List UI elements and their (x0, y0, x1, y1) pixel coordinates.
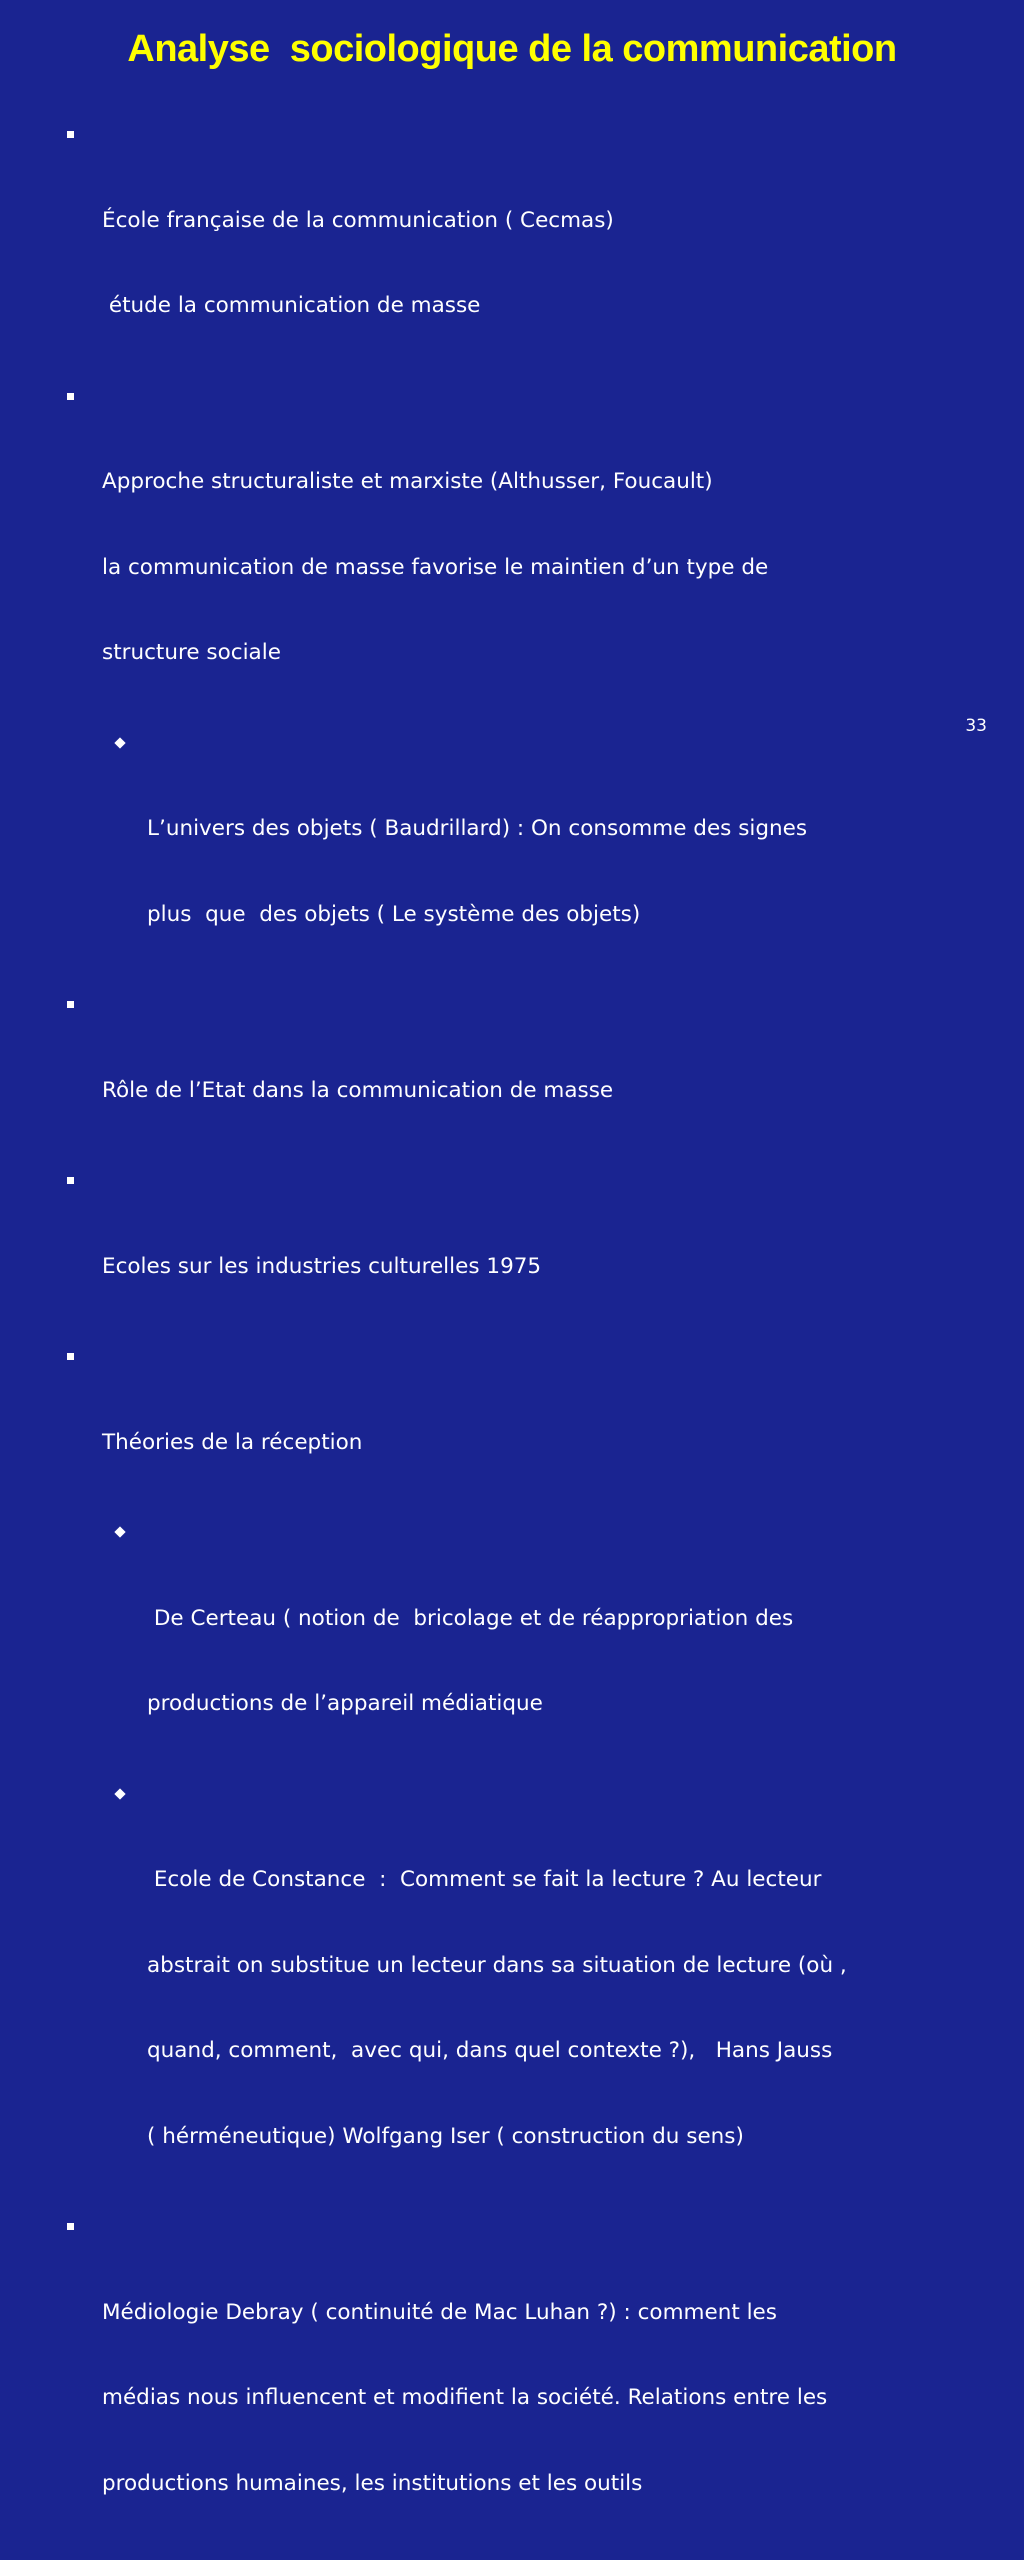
list-item-line: L’univers des objets ( Baudrillard) : On consomme des signes (147, 816, 808, 841)
list-item-line: abstrait on substitue un lecteur dans sa situation de lecture (où , (147, 1952, 847, 1978)
list-item-line: structure sociale (102, 640, 281, 665)
square-bullet-icon (67, 393, 74, 400)
slide-title: Analyse sociologique de la communication (127, 28, 897, 70)
diamond-bullet-icon (114, 1526, 125, 1537)
sub-list-item (0, 1781, 987, 2209)
page-number: 33 (965, 716, 987, 736)
list-item-line: Ecole de Constance : Comment se fait la lecture ? Au lecteur (147, 1867, 822, 1892)
square-bullet-icon (67, 2223, 74, 2230)
square-bullet-icon (67, 131, 74, 138)
sub-list-item (0, 730, 987, 987)
list-item-line: Approche structuraliste et marxiste (Althusser, Foucault) (102, 469, 713, 494)
diamond-bullet-icon (114, 737, 125, 748)
list-item (0, 1343, 982, 1514)
list-item-line: De Certeau ( notion de bricolage et de réappropriation des (147, 1605, 794, 1631)
list-item (0, 121, 982, 378)
list-item (0, 2213, 982, 2555)
list-item-line: productions de l’appareil médiatique (147, 1691, 543, 1716)
sub-list-item (0, 1519, 987, 1776)
list-item-line: Médiologie Debray ( continuité de Mac Luhan ?) : comment les (102, 2299, 777, 2325)
square-bullet-icon (67, 1177, 74, 1184)
list-item (0, 991, 982, 1162)
diamond-bullet-icon (114, 1788, 125, 1799)
bullet-list (0, 121, 1024, 2560)
list-item (0, 383, 982, 725)
list-item-line: médias nous influencent et modifient la société. Relations entre les (102, 2385, 828, 2410)
list-item-line: étude la communication de masse (102, 293, 481, 318)
list-item-line: Ecoles sur les industries culturelles 1975 (102, 1253, 542, 1279)
square-bullet-icon (67, 1001, 74, 1008)
list-item (0, 1167, 982, 1338)
list-item-line: plus que des objets ( Le système des objets) (147, 901, 641, 927)
square-bullet-icon (67, 1353, 74, 1360)
list-item-line: la communication de masse favorise le maintien d’un type de (102, 554, 769, 580)
list-item-line: ( hérméneutique) Wolfgang Iser ( construction du sens) (147, 2123, 744, 2149)
list-item-line: quand, comment, avec qui, dans quel contexte ?), Hans Jauss (147, 2038, 833, 2063)
list-item-line: Théories de la réception (102, 1429, 363, 1455)
list-item-line: École française de la communication ( Cecmas) (102, 207, 614, 233)
list-item-line: Rôle de l’Etat dans la communication de masse (102, 1077, 614, 1103)
list-item-line: productions humaines, les institutions et les outils (102, 2470, 643, 2496)
